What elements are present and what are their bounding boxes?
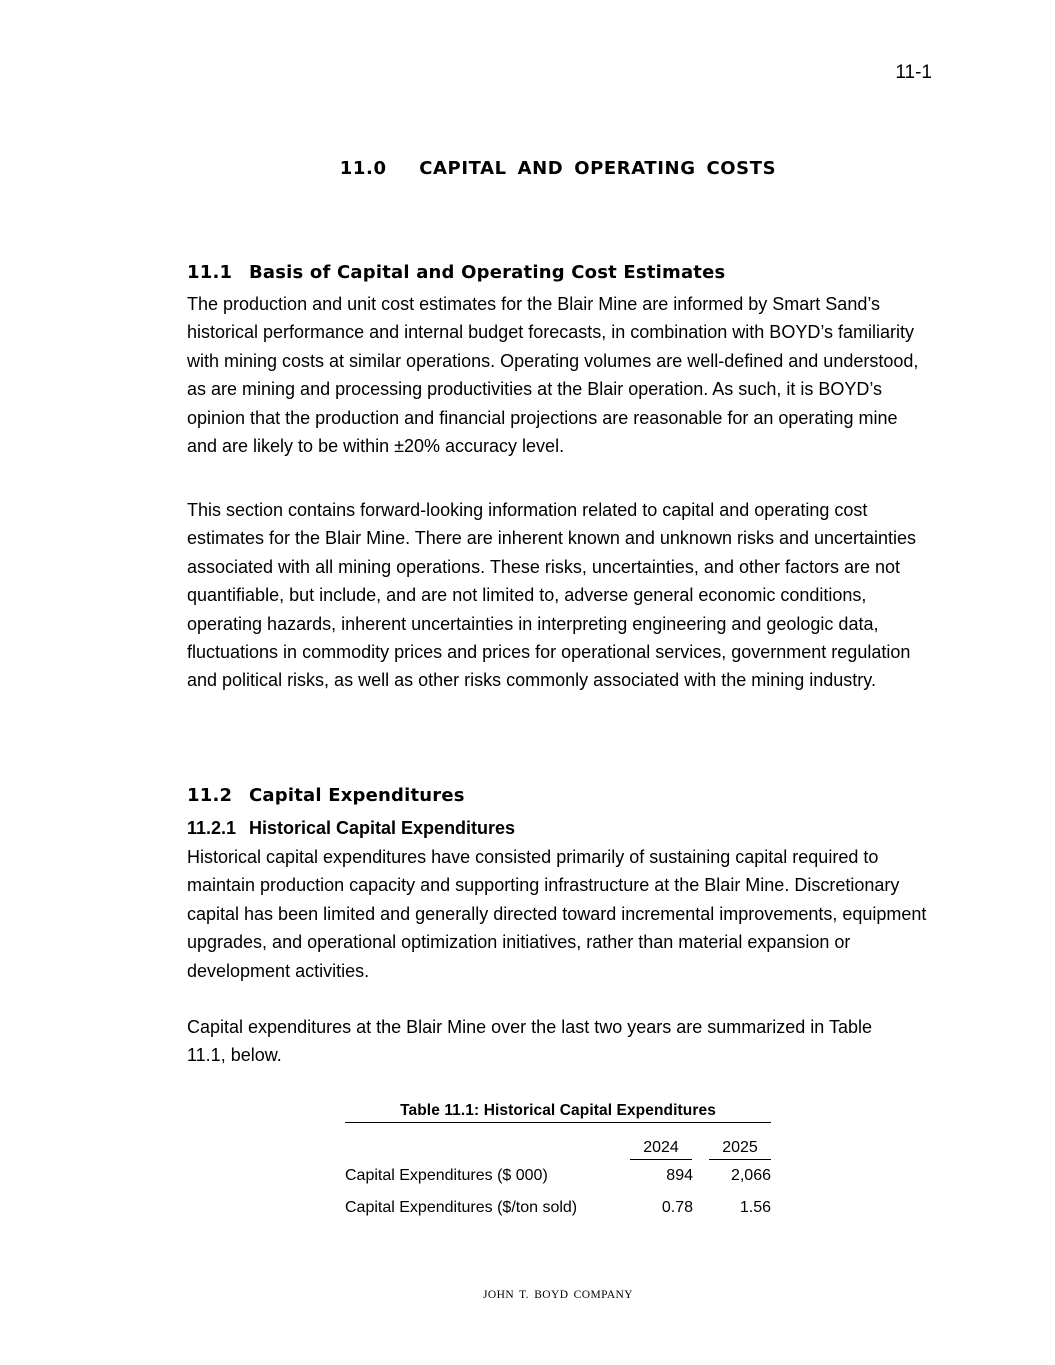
capex-table — [345, 1102, 771, 1223]
cell-2025: 2,066 — [730, 1167, 771, 1184]
column-header-2024: 2024 — [630, 1139, 692, 1160]
subsection-title: Historical Capital Expenditures — [249, 818, 516, 838]
cell-2024: 894 — [666, 1167, 693, 1184]
paragraph-basis-1: The production and unit cost estimates for the Blair Mine are informed by Smart Sand’s historical performance and internal budget forecasts, in combination with BOYD’s familiarity with mining costs at similar operations. Operating volumes are well-defined and understood, as are mining and processing productivities at the Blair operation. As such, it is BOYD’s opinion that the production and financial projections are reasonable for an operating mine and are likely to be within ±20% accuracy level. — [187, 294, 919, 457]
section-number: 11.1 — [187, 262, 233, 283]
page-number: 11-1 — [895, 62, 932, 83]
column-header-2025: 2025 — [709, 1139, 771, 1160]
table-row — [345, 1191, 771, 1223]
subsection-number: 11.2.1 — [187, 818, 237, 838]
section-heading-11-1 — [187, 262, 725, 283]
row-label: Capital Expenditures ($ 000) — [345, 1167, 548, 1184]
chapter-title-text: CAPITAL AND OPERATING COSTS — [419, 158, 777, 179]
row-label: Capital Expenditures ($/ton sold) — [345, 1199, 578, 1216]
company-footer: JOHN T. BOYD COMPANY — [483, 1289, 633, 1301]
chapter-title — [0, 158, 1055, 179]
section-title: Basis of Capital and Operating Cost Estimates — [249, 262, 726, 283]
cell-2025: 1.56 — [739, 1199, 771, 1216]
section-heading-11-2 — [187, 785, 465, 806]
cell-2024: 0.78 — [661, 1199, 693, 1216]
table-header-row — [345, 1123, 771, 1159]
section-number: 11.2 — [187, 785, 233, 806]
chapter-number: 11.0 — [339, 158, 387, 179]
section-title: Capital Expenditures — [249, 785, 465, 806]
paragraph-capex-1: Historical capital expenditures have consisted primarily of sustaining capital required to maintain production capacity and supporting infrastructure at the Blair Mine. Discretionary capital has been limited and generally directed toward incremental improvements, equipment upgrades, and operational optimization initiatives, rather than material expansion or development activities. — [187, 847, 927, 981]
paragraph-capex-2: Capital expenditures at the Blair Mine over the last two years are summarized in Table 11.1, below. — [187, 1017, 873, 1066]
paragraph-basis-2: This section contains forward-looking information related to capital and operating cost estimates for the Blair Mine. There are inherent known and unknown risks and uncertainties associated with all mining operations. These risks, uncertainties, and other factors are not quantifiable, but include, and are not limited to, adverse general economic conditions, operating hazards, inherent uncertainties in interpreting engineering and geologic data, fluctuations in commodity prices and prices for operational services, government regulation and political risks, as well as other risks commonly associated with the mining industry. — [187, 500, 917, 691]
subsection-heading-11-2-1 — [187, 818, 515, 839]
table-row — [345, 1159, 771, 1191]
table-title: Table 11.1: Historical Capital Expenditures — [345, 1102, 771, 1123]
